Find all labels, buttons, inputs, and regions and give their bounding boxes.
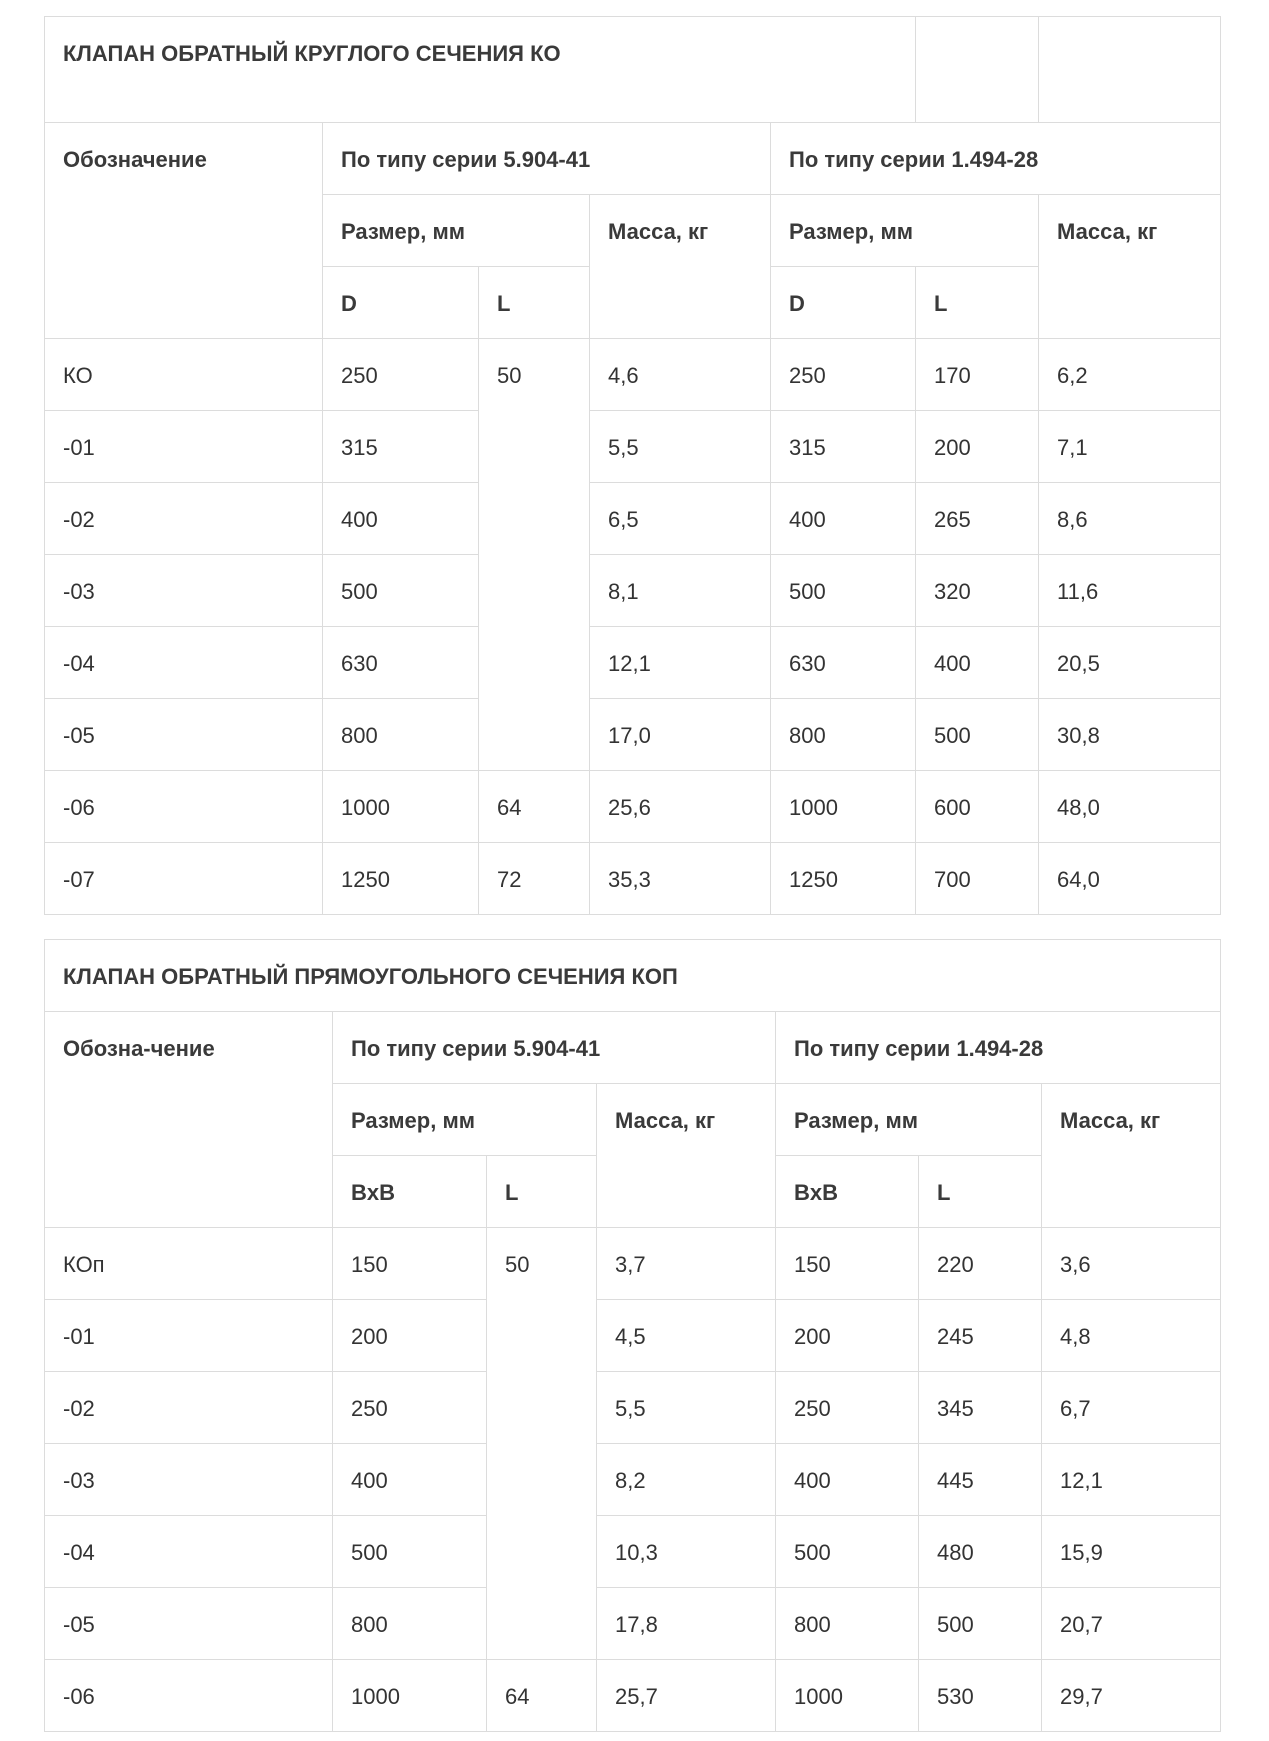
size-cell: 250 [771,339,916,411]
series-b-header: По типу серии 1.494-28 [776,1012,1221,1084]
mass-cell: 5,5 [597,1372,776,1444]
size-cell: 400 [771,483,916,555]
length-cell: 320 [916,555,1039,627]
length-cell: 500 [919,1588,1042,1660]
table-row [45,843,1221,915]
length-cell: 64 [479,771,590,843]
mass-cell: 8,2 [597,1444,776,1516]
mass-cell: 12,1 [590,627,771,699]
size-cell: 1250 [771,843,916,915]
mass-cell: 29,7 [1042,1660,1221,1732]
mass-cell: 20,5 [1039,627,1221,699]
designation-cell: -03 [45,1444,333,1516]
mass-header: Масса, кг [1042,1084,1221,1228]
mass-header: Масса, кг [597,1084,776,1228]
mass-cell: 5,5 [590,411,771,483]
table-row [45,483,1221,555]
size-cell: 400 [776,1444,919,1516]
size-cell: 800 [333,1588,487,1660]
length-cell: 500 [916,699,1039,771]
mass-cell: 6,5 [590,483,771,555]
size-cell: 800 [776,1588,919,1660]
size-cell: 1000 [323,771,479,843]
mass-cell: 12,1 [1042,1444,1221,1516]
mass-cell: 4,8 [1042,1300,1221,1372]
mass-cell: 8,6 [1039,483,1221,555]
designation-cell: -01 [45,1300,333,1372]
size-cell: 250 [776,1372,919,1444]
designation-cell: -06 [45,1660,333,1732]
table-row [45,1588,1221,1660]
mass-cell: 64,0 [1039,843,1221,915]
designation-cell: -02 [45,1372,333,1444]
dim-bxb-header: BxB [776,1156,919,1228]
dim-l-header: L [919,1156,1042,1228]
designation-cell: -05 [45,699,323,771]
size-cell: 400 [323,483,479,555]
size-cell: 800 [771,699,916,771]
size-cell: 500 [771,555,916,627]
size-cell: 800 [323,699,479,771]
table-title: КЛАПАН ОБРАТНЫЙ КРУГЛОГО СЕЧЕНИЯ КО [45,17,916,123]
length-cell: 700 [916,843,1039,915]
dim-bxb-header: BxB [333,1156,487,1228]
table-row [45,411,1221,483]
mass-cell: 3,7 [597,1228,776,1300]
designation-header: Обозначение [45,123,323,339]
table-row [45,1300,1221,1372]
mass-cell: 4,6 [590,339,771,411]
length-cell: 600 [916,771,1039,843]
mass-cell: 7,1 [1039,411,1221,483]
length-cell: 480 [919,1516,1042,1588]
table-row [45,627,1221,699]
designation-cell: -02 [45,483,323,555]
size-cell: 315 [771,411,916,483]
size-cell: 400 [333,1444,487,1516]
table-row [45,1444,1221,1516]
table-row [45,339,1221,411]
size-header: Размер, мм [333,1084,597,1156]
empty-cell [916,17,1039,123]
size-cell: 500 [323,555,479,627]
dim-l-header: L [916,267,1039,339]
mass-header: Масса, кг [1039,195,1221,339]
size-header: Размер, мм [771,195,1039,267]
table-row [45,555,1221,627]
round-valve-table [44,16,1221,915]
mass-cell: 3,6 [1042,1228,1221,1300]
size-cell: 1000 [776,1660,919,1732]
designation-header: Обозна-чение [45,1012,333,1228]
size-cell: 630 [323,627,479,699]
mass-cell: 48,0 [1039,771,1221,843]
size-cell: 1000 [333,1660,487,1732]
size-cell: 200 [776,1300,919,1372]
designation-cell: КО [45,339,323,411]
designation-cell: -03 [45,555,323,627]
size-cell: 630 [771,627,916,699]
series-a-header: По типу серии 5.904-41 [333,1012,776,1084]
table-row [45,1372,1221,1444]
designation-cell: -04 [45,1516,333,1588]
length-cell: 265 [916,483,1039,555]
mass-cell: 25,6 [590,771,771,843]
designation-cell: -01 [45,411,323,483]
designation-cell: КОп [45,1228,333,1300]
mass-cell: 6,7 [1042,1372,1221,1444]
dim-l-header: L [479,267,590,339]
mass-cell: 8,1 [590,555,771,627]
size-cell: 1000 [771,771,916,843]
empty-cell [1039,17,1221,123]
size-header: Размер, мм [776,1084,1042,1156]
mass-cell: 15,9 [1042,1516,1221,1588]
size-cell: 250 [323,339,479,411]
dim-l-header: L [487,1156,597,1228]
table-row [45,1228,1221,1300]
size-cell: 500 [333,1516,487,1588]
table-row [45,1660,1221,1732]
length-cell: 245 [919,1300,1042,1372]
mass-cell: 17,0 [590,699,771,771]
length-cell: 50 [487,1228,597,1660]
size-cell: 315 [323,411,479,483]
mass-cell: 30,8 [1039,699,1221,771]
length-cell: 400 [916,627,1039,699]
mass-cell: 10,3 [597,1516,776,1588]
dim-d-header: D [323,267,479,339]
table-row [45,1516,1221,1588]
mass-header: Масса, кг [590,195,771,339]
length-cell: 220 [919,1228,1042,1300]
length-cell: 530 [919,1660,1042,1732]
size-cell: 500 [776,1516,919,1588]
mass-cell: 6,2 [1039,339,1221,411]
mass-cell: 17,8 [597,1588,776,1660]
series-b-header: По типу серии 1.494-28 [771,123,1221,195]
length-cell: 200 [916,411,1039,483]
table-title: КЛАПАН ОБРАТНЫЙ ПРЯМОУГОЛЬНОГО СЕЧЕНИЯ КОП [45,940,1221,1012]
dim-d-header: D [771,267,916,339]
size-cell: 250 [333,1372,487,1444]
mass-cell: 11,6 [1039,555,1221,627]
mass-cell: 35,3 [590,843,771,915]
length-cell: 72 [479,843,590,915]
series-a-header: По типу серии 5.904-41 [323,123,771,195]
designation-cell: -07 [45,843,323,915]
mass-cell: 25,7 [597,1660,776,1732]
length-cell: 64 [487,1660,597,1732]
size-cell: 150 [776,1228,919,1300]
mass-cell: 20,7 [1042,1588,1221,1660]
designation-cell: -04 [45,627,323,699]
length-cell: 445 [919,1444,1042,1516]
rectangular-valve-table [44,939,1221,1732]
mass-cell: 4,5 [597,1300,776,1372]
table-row [45,699,1221,771]
length-cell: 345 [919,1372,1042,1444]
size-cell: 1250 [323,843,479,915]
length-cell: 170 [916,339,1039,411]
designation-cell: -06 [45,771,323,843]
designation-cell: -05 [45,1588,333,1660]
size-header: Размер, мм [323,195,590,267]
length-cell: 50 [479,339,590,771]
table-row [45,771,1221,843]
size-cell: 200 [333,1300,487,1372]
size-cell: 150 [333,1228,487,1300]
